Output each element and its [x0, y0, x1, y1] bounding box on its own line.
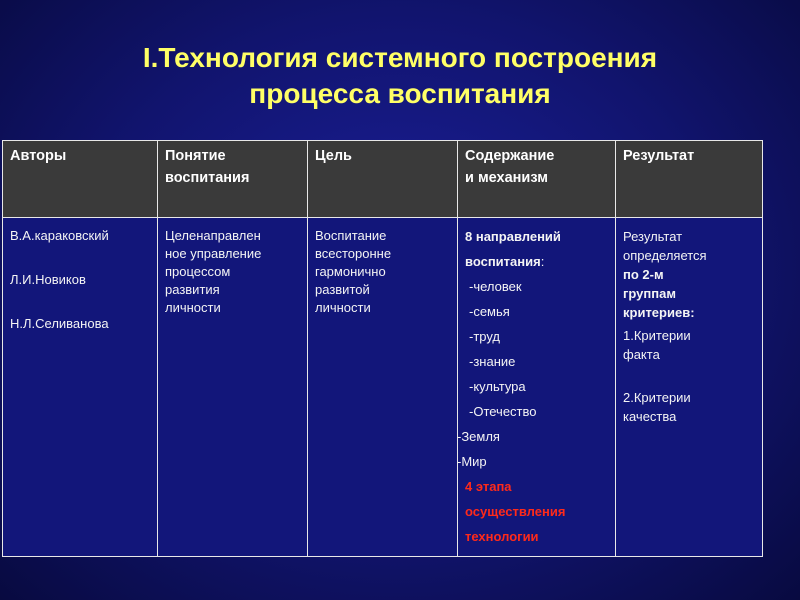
- slide-title: [60, 40, 740, 112]
- list-item: -труд: [469, 329, 501, 344]
- stages-note: 4 этапа осуществления технологии: [465, 479, 566, 544]
- author-item: Л.И.Новиков: [10, 272, 86, 287]
- list-item: -Земля: [457, 429, 500, 444]
- cell-content: 8 направлений воспитания: -человек -семья -труд -знание -культура -Отечество -Земля -Мир 4 этапа осуществления технологии: [458, 218, 616, 557]
- header-result: Результат: [616, 141, 763, 218]
- author-item: Н.Л.Селиванова: [10, 316, 109, 331]
- list-item: -Отечество: [469, 404, 537, 419]
- table-header-row: [3, 141, 763, 218]
- cell-goal: Воспитание всесторонне гармонично развитой личности: [308, 218, 458, 557]
- cell-concept: Целенаправлен ное управление процессом развития личности: [158, 218, 308, 557]
- cell-result: Результат определяется по 2-м группам критериев: 1.Критерии факта 2.Критерии качества: [616, 218, 763, 557]
- content-heading: 8 направлений: [465, 229, 561, 244]
- list-item: -культура: [469, 379, 526, 394]
- author-item: В.А.караковский: [10, 228, 109, 243]
- cell-authors: [3, 218, 158, 557]
- criteria-fact: 1.Критерии: [623, 328, 691, 343]
- header-goal: Цель: [308, 141, 458, 218]
- criteria-quality: 2.Критерии: [623, 390, 691, 405]
- list-item: -знание: [469, 354, 516, 369]
- list-item: -семья: [469, 304, 510, 319]
- list-item: -человек: [469, 279, 522, 294]
- list-item: -Мир: [457, 454, 487, 469]
- title-line-2: процесса воспитания: [249, 78, 551, 109]
- header-content: Содержание и механизм: [458, 141, 616, 218]
- technology-table: [2, 140, 763, 557]
- header-concept: Понятие воспитания: [158, 141, 308, 218]
- table-row: [3, 218, 763, 557]
- title-line-1: I.Технология системного построения: [142, 42, 658, 73]
- header-authors: Авторы: [3, 141, 158, 218]
